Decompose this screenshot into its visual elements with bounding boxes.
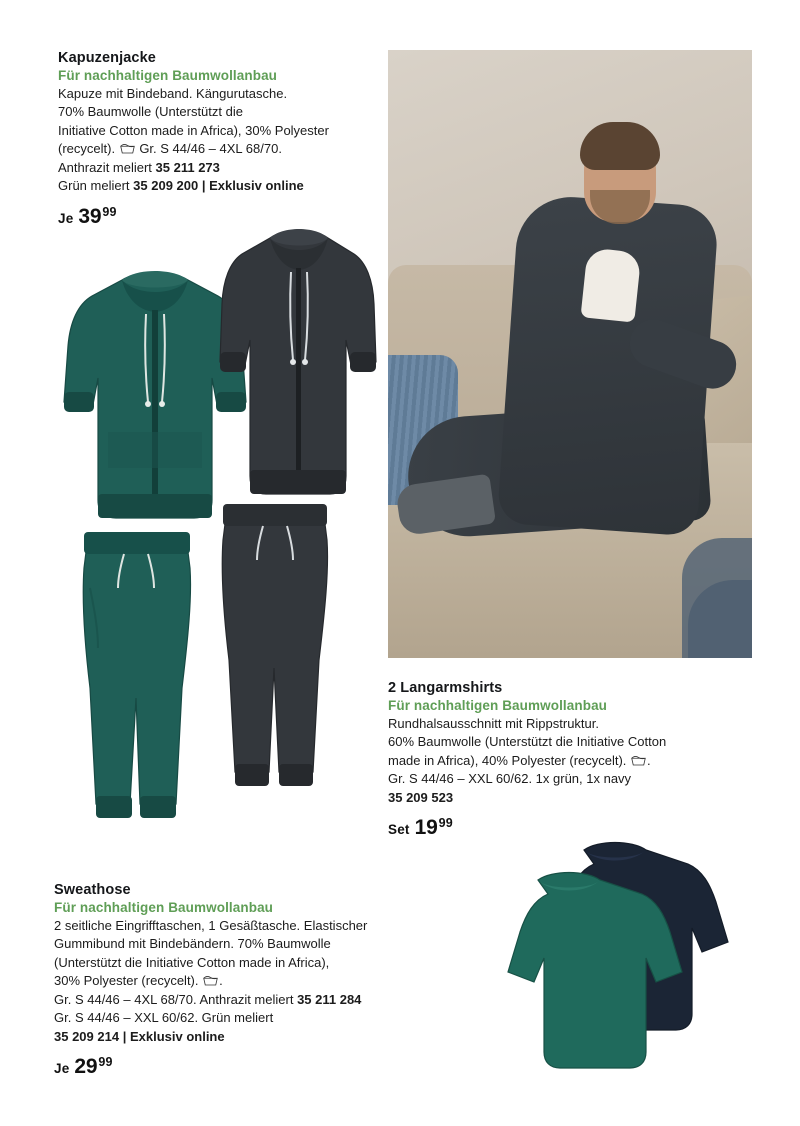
photo-model-shirt [580, 247, 641, 322]
desc-line: (Unterstützt die Initiative Cotton made in Africa), [54, 954, 330, 970]
desc-line [58, 140, 370, 158]
price-prefix: Je [58, 210, 74, 226]
product-title-kapuzenjacke: Kapuzenjacke [58, 50, 156, 66]
desc-line: Rundhalsausschnitt mit Rippstruktur. [388, 716, 599, 731]
price-prefix: Set [388, 822, 410, 838]
price-cents: 99 [438, 816, 453, 831]
price-sweathose [54, 1055, 419, 1079]
price-prefix: Je [54, 1061, 70, 1077]
wash-care-icon [631, 755, 646, 766]
desc-line-color2 [58, 177, 370, 195]
desc-line: 70% Baumwolle (Unterstützt die [58, 104, 243, 120]
desc-line: Kapuze mit Bindeband. Kängurutasche. [58, 86, 288, 101]
product-image-pants-anthracite [213, 500, 338, 805]
price-cents: 99 [98, 1055, 113, 1070]
product-block-sweathose [54, 882, 419, 1079]
desc-line: Gr. S 44/46 – XXL 60/62. 1x grün, 1x navy [388, 771, 632, 787]
hero-product-photo [388, 50, 752, 658]
price-amount: 39 [78, 204, 102, 228]
product-eco-label-kapuzenjacke: Für nachhaltigen Baumwollanbau [58, 68, 278, 83]
desc-text: Gr. S 44/46 – 4XL 68/70. [139, 141, 282, 157]
wash-care-icon [120, 143, 135, 154]
desc-text: 30% Polyester (recycelt). [54, 973, 199, 989]
desc-line-code [388, 789, 718, 807]
desc-line: Gr. S 44/46 – XXL 60/62. Grün meliert [54, 1010, 274, 1026]
photo-right-object [682, 538, 752, 658]
product-title-sweathose: Sweathose [54, 882, 131, 898]
desc-line: Gummibund mit Bindebändern. 70% Baumwolle [54, 936, 331, 952]
desc-line [388, 752, 718, 770]
desc-line: 60% Baumwolle (Unterstützt die Initiative Cotton [388, 734, 667, 750]
desc-text: made in Africa), 40% Polyester (recycelt). [388, 752, 627, 768]
online-exclusive-badge: | Exklusiv online [201, 178, 304, 194]
desc-text: (recycelt). [58, 141, 116, 157]
price-amount: 19 [414, 816, 438, 840]
article-code: 35 209 214 [54, 1028, 120, 1044]
price-langarmshirts [388, 816, 718, 840]
product-title-langarmshirts: 2 Langarmshirts [388, 680, 503, 696]
wash-care-icon [203, 975, 218, 986]
product-block-kapuzenjacke [58, 50, 370, 229]
product-description-langarmshirts [388, 715, 718, 807]
product-block-langarmshirts [388, 680, 718, 840]
product-image-hoodie-anthracite [218, 222, 378, 512]
desc-line: Initiative Cotton made in Africa), 30% Polyester [58, 122, 329, 138]
product-image-pants-green [72, 528, 202, 838]
desc-line: 2 seitliche Eingrifftaschen, 1 Gesäßtasche. Elastischer [54, 918, 368, 933]
desc-line-color2 [54, 1028, 419, 1046]
article-code: 35 209 523 [388, 789, 454, 805]
product-image-langarmshirts [488, 838, 736, 1083]
desc-line-color1 [58, 159, 370, 177]
product-eco-label-langarmshirts: Für nachhaltigen Baumwollanbau [388, 698, 608, 713]
desc-line-color1 [54, 991, 419, 1009]
article-code: 35 211 284 [297, 991, 362, 1007]
product-eco-label-sweathose: Für nachhaltigen Baumwollanbau [54, 900, 274, 915]
online-exclusive-badge: | Exklusiv online [122, 1028, 225, 1044]
desc-text: . [219, 973, 223, 989]
color-label: Grün meliert [58, 178, 130, 194]
color-label: Anthrazit meliert [58, 159, 152, 175]
size-color-label: Gr. S 44/46 – 4XL 68/70. Anthrazit meliert [54, 991, 294, 1007]
desc-line [54, 972, 419, 990]
photo-model-hair [580, 122, 660, 170]
price-amount: 29 [74, 1055, 98, 1079]
price-cents: 99 [102, 204, 117, 219]
photo-scene [388, 50, 752, 658]
desc-text: . [647, 752, 651, 768]
article-code: 35 211 273 [155, 159, 220, 175]
product-description-sweathose [54, 917, 419, 1046]
product-description-kapuzenjacke [58, 85, 370, 196]
article-code: 35 209 200 [133, 178, 199, 194]
